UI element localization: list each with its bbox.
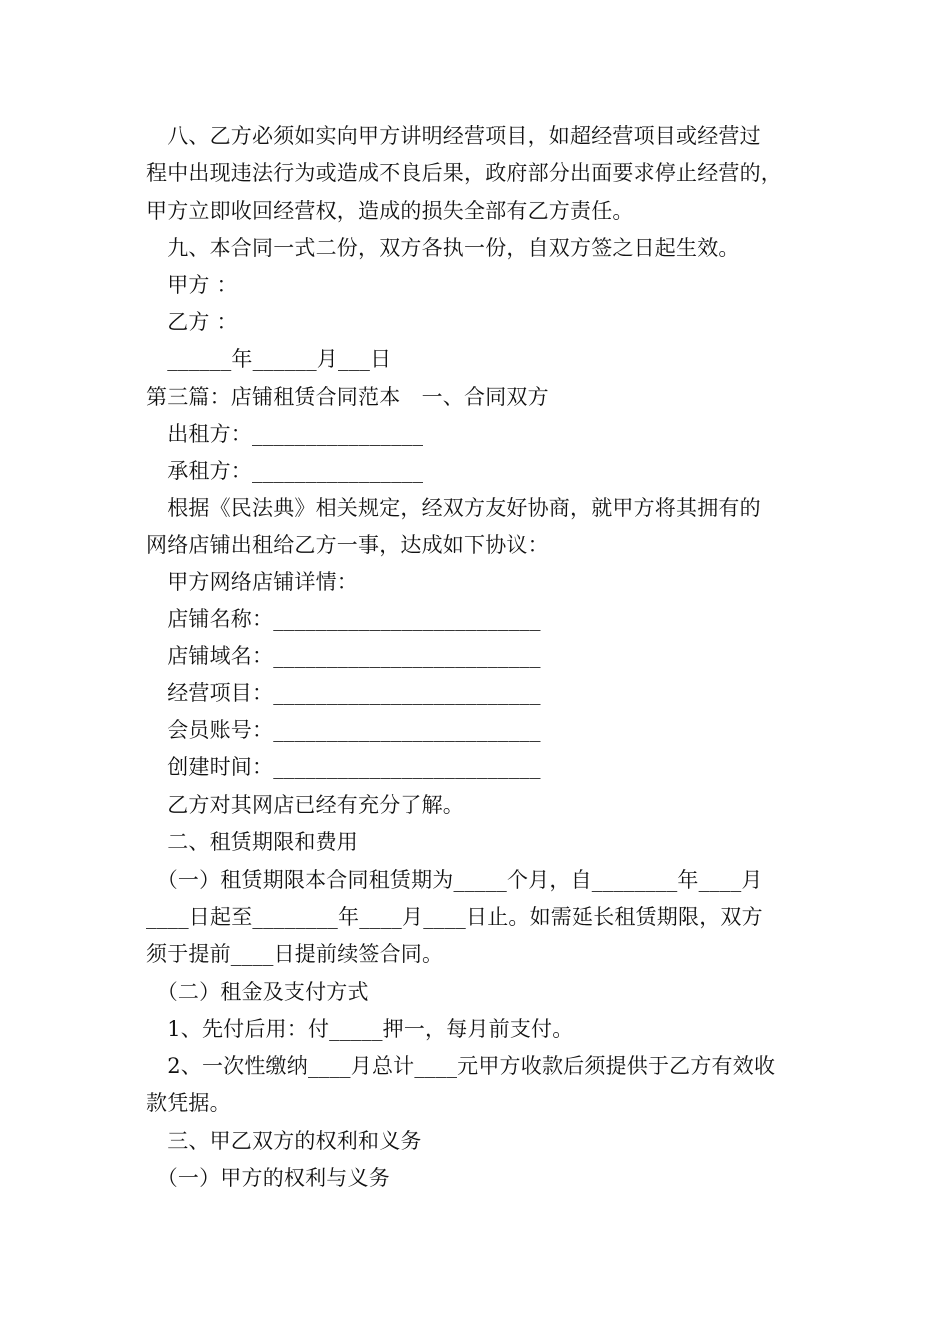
signature-line-party-b: 乙方 ：: [146, 310, 238, 334]
section-heading: 三、甲乙双方的权利和义务: [146, 1129, 422, 1153]
paragraph-line: 根据《民法典》相关规定，经双方友好协商，就甲方将其拥有的: [146, 496, 761, 520]
paragraph-line: 款凭据。: [146, 1091, 231, 1115]
paragraph-line: 网络店铺出租给乙方一事，达成如下协议：: [146, 533, 549, 557]
paragraph-line: 程中出现违法行为或造成不良后果，政府部分出面要求停止经营的，: [146, 161, 782, 185]
signature-line-party-a: 甲方 ：: [146, 273, 238, 297]
paragraph-line: （一）租赁期限本合同租赁期为_____个月，自________年____月: [146, 868, 763, 892]
member-account-field: 会员账号：_________________________: [146, 718, 541, 742]
paragraph-line: 2、一次性缴纳____月总计____元甲方收款后须提供于乙方有效收: [146, 1054, 776, 1078]
section-heading: 第三篇：店铺租赁合同范本 一、合同双方: [146, 385, 549, 409]
lessee-field: 承租方：________________: [146, 459, 424, 483]
shop-details-heading: 甲方网络店铺详情：: [146, 570, 358, 594]
lessor-field: 出租方：________________: [146, 422, 424, 446]
paragraph-line: 九、本合同一式二份，双方各执一份，自双方签之日起生效。: [146, 236, 740, 260]
shop-domain-field: 店铺域名：_________________________: [146, 644, 541, 668]
paragraph-line: ____日起至________年____月____日止。如需延长租赁期限，双方: [146, 905, 763, 929]
subsection-heading: （一）甲方的权利与义务: [146, 1166, 390, 1190]
subsection-heading: （二）租金及支付方式: [146, 980, 369, 1004]
paragraph-line: 须于提前____日提前续签合同。: [146, 942, 444, 966]
creation-time-field: 创建时间：_________________________: [146, 755, 541, 779]
paragraph-line: 乙方对其网店已经有充分了解。: [146, 793, 464, 817]
business-scope-field: 经营项目：_________________________: [146, 681, 541, 705]
paragraph-line: 甲方立即收回经营权，造成的损失全部有乙方责任。: [146, 199, 634, 223]
paragraph-line: 八、乙方必须如实向甲方讲明经营项目，如超经营项目或经营过: [146, 124, 761, 148]
shop-name-field: 店铺名称：_________________________: [146, 607, 541, 631]
section-heading: 二、租赁期限和费用: [146, 830, 358, 854]
paragraph-line: 1、先付后用：付_____押一，每月前支付。: [146, 1017, 574, 1041]
date-line: ______年______月___日: [146, 347, 392, 371]
